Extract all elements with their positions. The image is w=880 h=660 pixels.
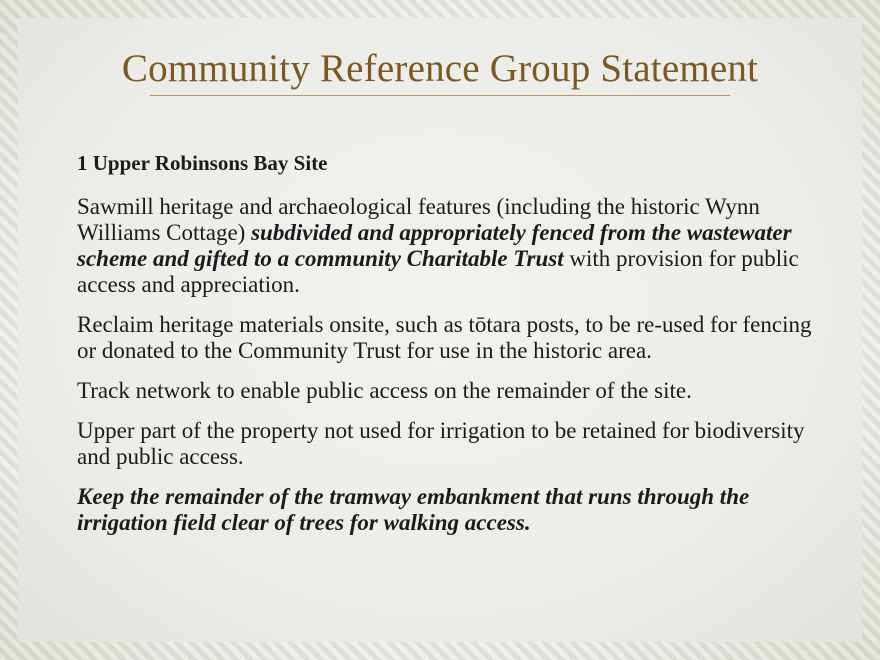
paragraph-text: with provision for public access and appreciation.: [77, 246, 799, 297]
slide-body: [77, 150, 817, 550]
paragraph-text: Sawmill heritage and archaeological features (including the historic Wynn Williams Cottage): [77, 194, 760, 245]
emphasis-text: subdivided and appropriately fenced from the wastewater scheme and gifted to a community Charitable Trust: [77, 220, 792, 271]
title-underline: [150, 95, 730, 96]
paragraph-sawmill-heritage: [77, 194, 817, 298]
slide-title: Community Reference Group Statement: [121, 47, 759, 90]
section-heading: 1 Upper Robinsons Bay Site: [77, 151, 328, 175]
paragraph-track-network: Track network to enable public access on the remainder of the site.: [77, 378, 692, 403]
paragraph-upper-property: Upper part of the property not used for irrigation to be retained for biodiversity and public access.: [77, 418, 805, 469]
paragraph-tramway-embankment: Keep the remainder of the tramway embankment that runs through the irrigation field clear of trees for walking access.: [77, 484, 750, 535]
paragraph-reclaim-materials: Reclaim heritage materials onsite, such as tōtara posts, to be re-used for fencing or donated to the Community Trust for use in the historic area.: [77, 312, 812, 363]
